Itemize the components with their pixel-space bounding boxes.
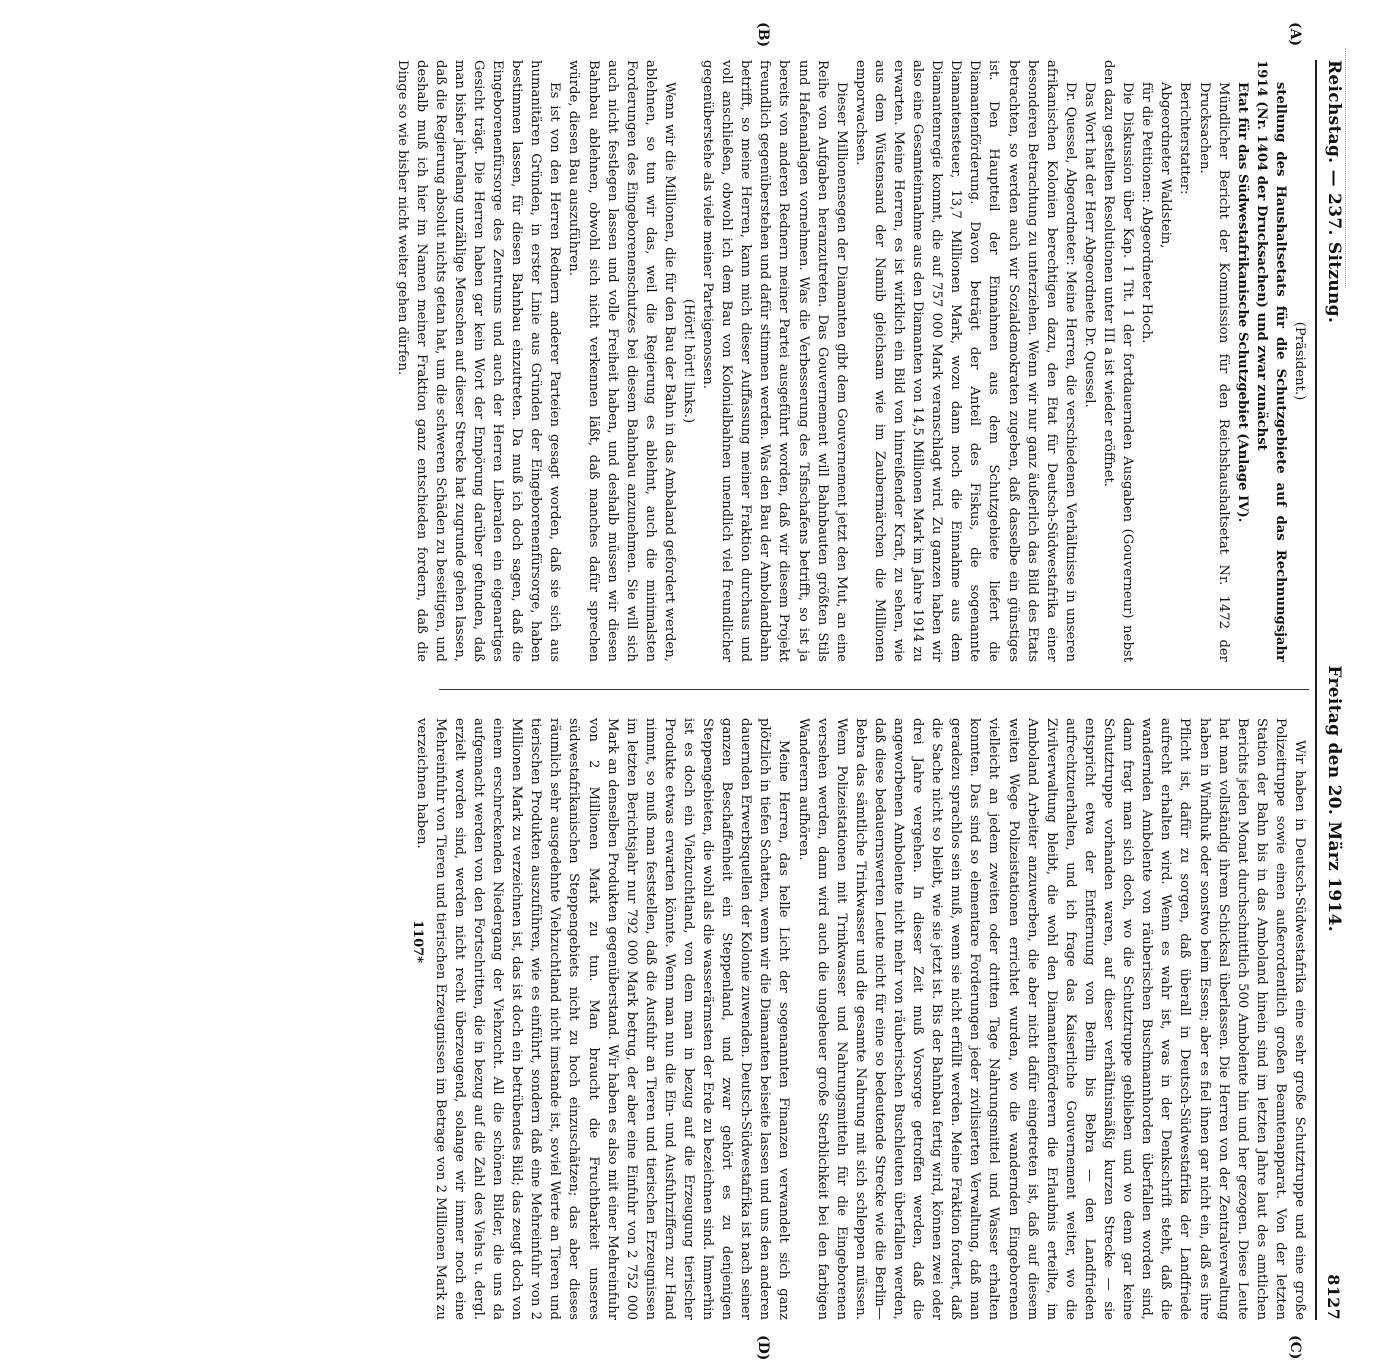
paragraph: (Hört! hört! links.) [681, 298, 696, 424]
paragraph: für die Petitionen: Abgeordneter Hoch. [1139, 82, 1155, 344]
page-footer-signature: 1107* [410, 920, 425, 963]
margin-marker-d: (D) [755, 1335, 771, 1360]
paragraph: Dr. Quessel, Abgeordneter: Meine Herren, die verschiedenen Verhältnisse in unseren afrikanischen Kolonien berechtigen dazu, den Etat für Deutsch-Südwestafrika einer besonderen Betrachtung zu unterziehen. Wenn wir nur ganz äußerlich das Bild des Etats betrachten, so werden auch wir Sozialdemokraten zugeben, daß dasselbe ein günstiges ist. Den Hauptteil der Einnahmen aus dem Schutzgebiete liefert die Diamantenförderung. Davon beträgt der Anteil des Fiskus, die sogenannte Diamantensteuer, 13,7 Millionen Mark, wozu dann noch die Einnahme aus dem Diamantenregie kommt, die auf 757 000 Mark veranschlagt wird. Zu ganzen haben wir also eine Gesamteinnahme aus den Diamanten von 14,5 Millionen Mark im Jahre 1914 zu erwarten. Meine Herren, es ist wirklich ein Bild von hinreißender Kraft, zu sehen, wie aus dem Wüstensand der Namib gleichsam wie im Zaubermärchen die Millionen emporwachsen. [852, 60, 1078, 662]
header-rule [1315, 60, 1317, 1320]
margin-marker-b: (B) [755, 22, 771, 48]
paragraph: Wir haben in Deutsch-Südwestafrika eine sehr große Schutztruppe und eine große Polizeitruppe sowie einen außerordentlich großen Beamtenapparat. Von der letzten Station der Bahn bis in das Amboland hinein sind im letzten Jahre laut des amtlichen Berichts jeden Monat durchschnittlich 500 Ambolente hin und her gezogen. Diese Leute hat man vollständig ihrem Schicksal überlassen. Die Herren von der Zentralverwaltung haben in Windhuk oder sonstwo beim Essen; aber es fiel ihnen gar nicht ein, daß es ihre Pflicht ist, dafür zu sorgen, daß überall in Deutsch-Südwestafrika der Landfriede aufrecht erhalten wird. Wenn es wahr ist, was in der Denkschrift steht, daß die wandernden Ambolente von räuberischen Buschmannhorden überfallen worden sind, dann fragt man sich doch, wo die Schutztruppe geblieben und wo denn gar keine Schutztruppe vorhanden waren, auf dieser verhältnismäßig kurzen Strecke — sie entspricht etwa der Entfernung von Berlin bis Bebra — den Landfrieden aufrechtzuerhalten, und ich frage das Kaiserliche Gouvernement weiter, wo die Zivilverwaltung bleibt, die wohl den Diamantenförderern die Erlaubnis erteilte, im Amboland Arbeiter anzuwerben, die aber nicht dafür eingetreten ist, daß auf diesem weiten Wege Polizeistationen errichtet wurden, wo die wandernden Eingeborenen vielleicht an jedem zweiten oder dritten Tage Nahrungsmittel und Wasser erhalten konnten. Das sind so elementare Forderungen jeder zivilisierten Verwaltung, daß man geradezu sprachlos sein muß, wenn sie nicht erfüllt werden. Meine Fraktion fordert, daß die Sache nicht so bleibt, wie sie jetzt ist. Bis der Bahnbau fertig wird, können zwei oder drei Jahre vergehen. In dieser Zeit muß Vorsorge getroffen werden, daß die angeworbenen Ambolente nicht mehr von räuberischen Buschleuten überfallen werden, daß diese bedauernswerten Leute nicht für eine so bedeutende Strecke wie die Berlin—Bebra das sämtliche Trinkwasser und die gesamte Nahrung mit sich schleppen müssen. Wenn Polizeistationen mit Trinkwasser und Nahrungsmitteln für die Eingeborenen versehen werden, dann wird auch die ungeheuer große Sterblichkeit bei den farbigen Wanderern aufhören. [795, 718, 1307, 1320]
paragraph: Es ist von den Herren Rednern anderer Parteien gesagt worden, daß sie sich aus humanitären Gründen, in erster Linie aus Gründen der Eingeborenenfürsorge, haben bestimmen lassen, für diesen Bahnbau einzutreten. Da muß ich doch sagen, daß die Eingeborenenfürsorge des Zentrums und auch der Herren Liberalen ein eigenartiges Gesicht trägt. Die Herren haben gar kein Wort der Empörung darüber gefunden, daß man bisher jahrelang unzählige Menschen auf dieser Strecke hat zugrunde gehen lassen, daß die Regierung absolut nichts getan hat, um die schweren Schäden zu beseitigen, und deshalb muß ich hier im Namen meiner Fraktion ganz entschieden fordern, daß die Dinge so wie bisher nicht weiter gehen dürfen. [394, 60, 563, 662]
paragraph: Berichterstatter: [1177, 82, 1193, 195]
left-text-column [394, 60, 1309, 662]
paragraph: Wenn wir die Millionen, die für den Bau der Bahn in das Ambaland gefordert werden, ablehnen, so tun wir das, weil die Regierung es ablehnt, auch die minimalsten Forderungen des Eingeborenenschutzes bei diesem Bahnbau anzunehmen. Sie will sich auch nicht festlegen lassen und volle Freiheit haben, und deshalb müssen wir diesen Bahnbau ablehnen, obwohl sich nicht verkennen läßt, daß manches dafür sprechen würde, diesen Bau auszuführen. [566, 60, 677, 662]
paragraph: Etat für das Südwestafrikanische Schutzgebiet (Anlage IV). [1234, 82, 1250, 523]
paragraph: Mündlicher Bericht der Kommission für den Reichshaushaltsetat Nr. 1472 der Drucksachen. [1196, 82, 1231, 662]
paragraph: stellung des Haushaltsetats für die Schutzgebiete auf das Rechnungsjahr 1914 (Nr. 1404 der Drucksachen) und zwar zunächst [1253, 60, 1288, 662]
page-header [1319, 60, 1349, 1320]
margin-marker-c: (C) [1287, 1335, 1303, 1360]
page-number: 8127 [1324, 1274, 1344, 1320]
paragraph: Das Wort hat der Herr Abgeordnete Dr. Quessel. [1081, 82, 1097, 408]
column-divider [439, 689, 1309, 690]
paragraph: Abgeordneter Waldstein, [1158, 82, 1174, 249]
paragraph: Dieser Millionensegen der Diamanten gibt dem Gouvernement jetzt den Mut, an eine Reihe von Aufgaben heranzutreten. Das Gouvernement will Bahnbauten größten Stils und Hafenanlagen vornehmen. Was die Verbesserung des Tsfischafens betrifft, so ist ja bereits von anderen Rednern meiner Partei ausgeführt worden, daß wir diesem Projekt freundlich gegenüberstehen und dafür stimmen werden. Was den Bau der Ambolandbahn betrifft, so meine Herren, kann mich dieser Auffassung meiner Fraktion durchaus und voll anschließen, obwohl ich dem Bau von Kolonialbahnen unendlich viel freundlicher gegenüberstehe als viele meiner Parteigenossen. [700, 60, 849, 662]
paragraph: Die Diskussion über Kap. 1 Tit. 1 der fortdauernden Ausgaben (Gouverneur) nebst den dazu gestellten Resolutionen unter III a ist wieder eröffnet. [1101, 60, 1136, 662]
paragraph: (Präsident.) [1292, 321, 1307, 401]
header-date: Freitag den 20. März 1914. [1324, 665, 1344, 932]
margin-marker-a: (A) [1287, 22, 1303, 47]
paragraph: Meine Herren, das helle Licht der sogenannten Finanzen verwandelt sich ganz plötzlich in tiefen Schatten, wenn wir die Diamanten beiseite lassen und uns den anderen dauernden Erwerbsquellen der Kolonie zuwenden. Deutsch-Südwestafrika ist nach seiner ganzen Beschaffenheit ein Steppenland, und zwar gehört es zu denjenigen Steppengebieten, die wohl als die wasserärmsten der Erde zu bezeichnen sind. Immerhin ist es doch ein Viehzuchtland, von dem man in bezug auf die Erzeugung tierischer Produkte etwas erwarten könnte. Wenn man nun die Ein- und Ausfuhrziffern zur Hand nimmt, so muß man feststellen, daß die Ausfuhr an Tieren und tierischen Erzeugnissen im letzten Berichtsjahr nur 792 000 Mark betrug, der aber eine Einfuhr von 2 752 000 Mark an denselben Produkten gegenüberstand. Wir haben es also mit einer Mehreinfuhr von 2 Millionen Mark zu tun. Man braucht die Fruchtbarkeit unseres südwestafrikanischen Steppengebiets nicht zu hoch einzuschätzen; das aber dieses räumlich sehr ausgedehnte Viehzuchtland nicht imstande ist, soviel Werte an Tieren und tierischen Produkten auszuführen, wie es einführt, sondern daß eine Mehreinfuhr von 2 Millionen Mark zu verzeichnen ist, das ist doch ein betrübendes Bild; das zeugt doch von einem erschreckenden Niedergang der Viehzucht. All die schönen Bilder, die uns da aufgemacht werden von den Fortschritten, die in bezug auf die Zahl des Viehs u. dergl. erzielt worden sind, werden nicht recht überzeugend, solange wir immer noch eine Mehreinfuhr von Tieren und tierischen Erzeugnissen im Betrage von 2 Millionen Mark zu verzeichnen haben. [413, 718, 792, 1320]
header-left-title: Reichstag. — 237. Sitzung. [1324, 60, 1344, 324]
